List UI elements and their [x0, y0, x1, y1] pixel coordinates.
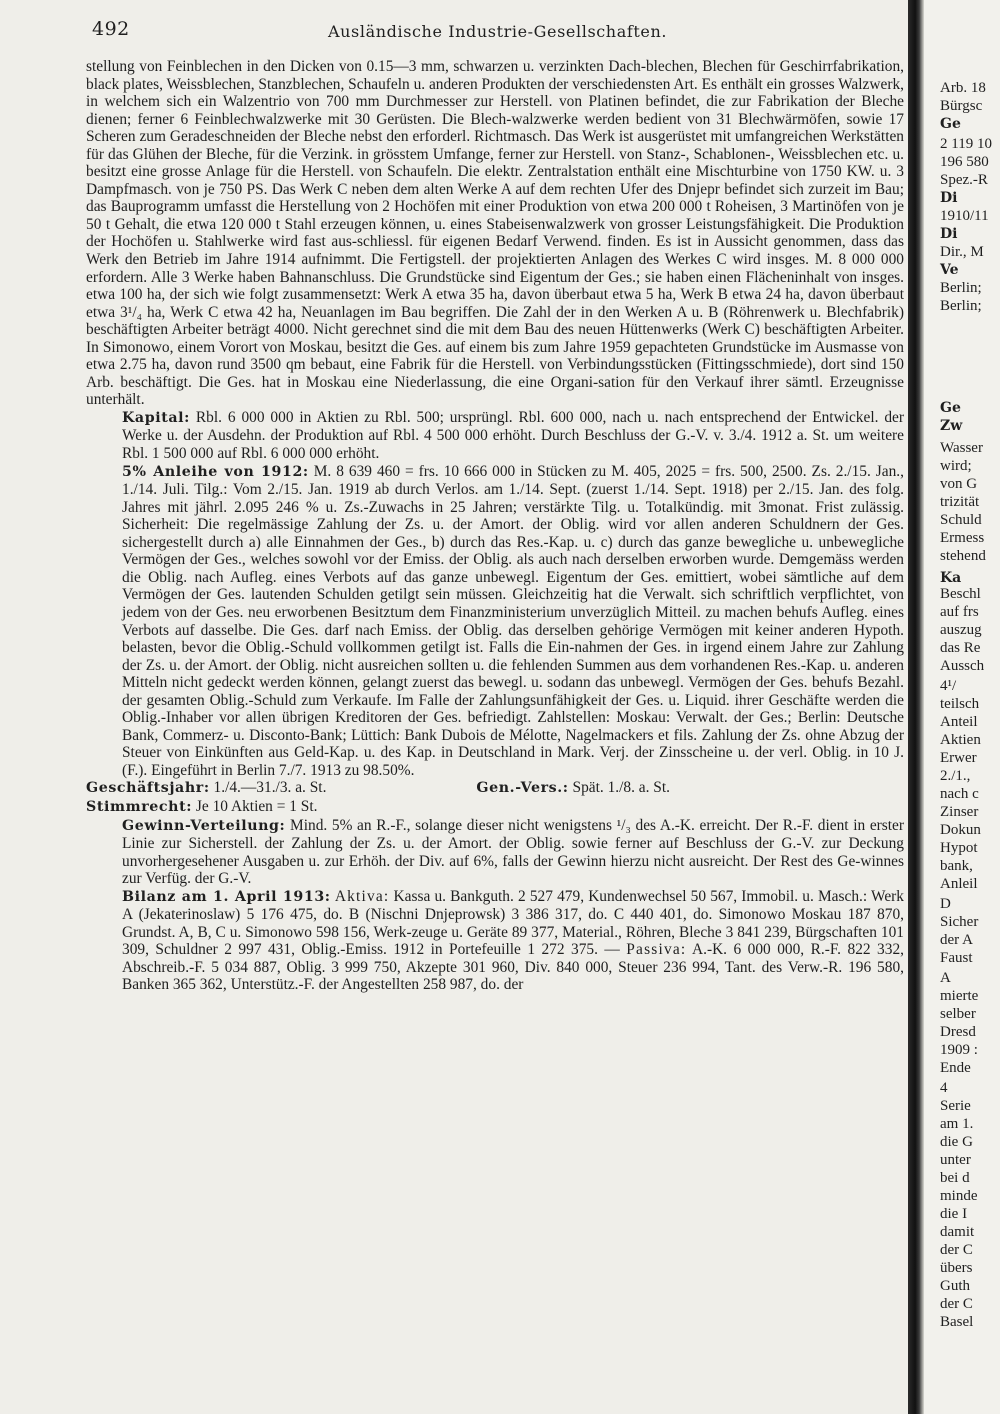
bilanz-section	[86, 888, 904, 994]
neighbor-line-fragment: A	[940, 970, 951, 986]
neighbor-line-fragment: der C	[940, 1296, 973, 1312]
stimmrecht-label: Stimmrecht:	[86, 798, 193, 815]
neighbor-line-fragment: Aussch	[940, 658, 985, 674]
kapital-text: Rbl. 6 000 000 in Aktien zu Rbl. 500; ursprüngl. Rbl. 600 000, nach u. nach entsprechend der Entwickel. der Werke u. der Ausdehn. der Produktion auf Rbl. 4 500 000 erhöht. Durch Beschluss der G.-V. v. 3./4. 1912 a. St. um weitere Rbl. 1 500 000 auf Rbl. 6 000 000 erhöht.	[122, 408, 904, 463]
neighbor-line-fragment: 4	[940, 1080, 948, 1096]
bilanz-label: Bilanz am 1. April 1913:	[122, 888, 331, 905]
neighbor-line-fragment: bank,	[940, 858, 973, 874]
neighbor-line-fragment: auszug	[940, 622, 982, 638]
neighbor-line-fragment: das Re	[940, 640, 981, 656]
kapital-label: Kapital:	[122, 409, 191, 426]
neighbor-line-fragment: selber	[940, 1006, 976, 1022]
neighbor-page-column	[924, 0, 1000, 1414]
aktiva-text: Kassa u. Bankguth. 2 527 479, Kundenwechsel 50 567, Immobil. u. Masch.: Werk A (Jekaterinoslaw) 5 176 475, do. B (Nischni Dnjeprowsk) 3 386 317, do. C 440 401, do. Simonowo Moskau 187 870, Grundst. A, B, C u. Simonowo 598 156, Werk-zeuge u. Geräte 89 377, Material., Röhren, Bleche 3 841 239, Bürgschaften 101 309, Schuldner 2 997 431, Oblig.-Emiss. 1912 in Portefeuille 1 272 375. —	[122, 887, 904, 959]
neighbor-line-fragment: D	[940, 896, 951, 912]
neighbor-line-fragment: Ermess	[940, 530, 985, 546]
kapital-section	[86, 409, 904, 463]
neighbor-line-fragment: Ka	[940, 570, 962, 586]
neighbor-line-fragment: der C	[940, 1242, 973, 1258]
geschaeftsjahr-text: 1./4.—31./3. a. St.	[213, 779, 327, 797]
company-description-paragraph: stellung von Feinblechen in den Dicken von 0.15—3 mm, schwarzen u. verzinkten Dach-blechen, Blechen für Geschirrfabrikation, black plates, Weissblechen, Stanzblechen, Schaufeln u. anderen Produkten der verschiedensten Art. Es enthält ein grosses Walzwerk, in welchem sich ein Walzentrio von 700 mm Durchmesser zur Herstell. von Platinen befindet, die zur Fabrikation der Bleche dienen; ferner 6 Feinblechwalzwerke mit 30 Gerüsten. Die Blech-walzwerke werden bedient von 31 Blechwärmöfen, sowie 17 Scheren zum Geradeschneiden der Bleche nebst den erforderl. Richtmasch. Das Werk ist ausgerüstet mit umfangreichen Werkstätten für das Glühen der Bleche, für die Verzink. in grösstem Umfange, ferner zur Herstell. von Stanz-, Schablonen-, Weissblechen etc. u. besitzt eine grosse Anlage für die Herstell. von Schaufeln. Die elektr. Zentralstation enthält eine Mischturbine von 1750 KW. u. 3 Dampfmasch. von je 750 PS. Das Werk C neben dem alten Werke A auf dem rechten Ufer des Dnjepr befindet sich zurzeit im Bau; das Bauprogramm umfasst die Herstellung von 2 Hochöfen mit einer Produktion von etwa 200 000 t Roheisen, 3 Martinöfen von je 50 t Gehalt, die etwa 120 000 t Stahl erzeugen können, u. eines Stabeisenwalzwerk von grosser Leistungsfähigkeit. Die Produktion der Hochöfen u. Stahlwerke wird fast aus-schliessl. für eigenen Bedarf Verwend. finden. Es ist in Aussicht genommen, dass das Werk den Betrieb im Jahre 1914 aufnimmt. Die Fertigstell. der projektierten Anlagen des Werkes C wird insges. M. 8 000 000 erfordern. Alle 3 Werke haben Bahnanschluss. Die Grundstücke sind Eigentum der Ges.; sie haben einen Flächeninhalt von insges. etwa 100 ha, der sich wie folgt zusammensetzt: Werk A etwa 35 ha, davon überbaut etwa 5 ha, Werk B etwa 24 ha, davon überbaut etwa 3¹/₄ ha, Werk C etwa 42 ha, Neuanlagen im Bau begriffen. Die Zahl der in den Werken A u. B (Röhrenwerk u. Blechfabrik) beschäftigten Arbeiter beträgt 4000. Nicht gerechnet sind die mit dem Bau des neuen Hüttenwerks (Werk C) beschäftigten Arbeiter. In Simonowo, einem Vorort von Moskau, besitzt die Ges. auf einem bis zum Jahre 1959 gepachteten Grundstücke im Ausmasse von etwa 2.75 ha, davon rund 3500 qm bebaut, eine Fabrik für die Herstell. von Verbindungsstücken (Fittingsschmiede), dort sind 150 Arb. beschäftigt. Die Ges. hat in Moskau eine Niederlassung, die eine Organi-sation für den Verkauf ihrer sämtl. Erzeugnisse unterhält.	[86, 58, 904, 409]
stimmrecht-entry	[86, 798, 904, 817]
passiva-text: A.-K. 6 000 000, R.-F. 822 332, Abschreib.-F. 5 034 887, Oblig. 3 999 750, Akzepte 301 960, Div. 840 000, Steuer 236 994, Tant. des Verw.-R. 196 580, Banken 365 362, Unterstütz.-F. der Angestellten 258 987, do. der	[122, 941, 904, 994]
gen-vers-entry	[476, 779, 670, 798]
neighbor-line-fragment: Dir., M	[940, 244, 984, 260]
aktiva-label: Aktiva:	[334, 887, 390, 905]
neighbor-line-fragment: die I	[940, 1206, 968, 1222]
neighbor-line-fragment: mierte	[940, 988, 979, 1004]
running-head: Ausländische Industrie-Gesellschaften.	[328, 22, 668, 41]
neighbor-line-fragment: trizität	[940, 494, 980, 510]
passiva-label: Passiva:	[626, 941, 687, 959]
gen-vers-text: Spät. 1./8. a. St.	[572, 779, 670, 797]
neighbor-line-fragment: Hypot	[940, 840, 978, 856]
neighbor-line-fragment: nach c	[940, 786, 979, 802]
neighbor-line-fragment: teilsch	[940, 696, 980, 712]
geschaeftsjahr-row	[86, 779, 904, 798]
neighbor-line-fragment: damit	[940, 1224, 975, 1240]
neighbor-line-fragment: übers	[940, 1260, 973, 1276]
geschaeftsjahr-label: Geschäftsjahr:	[86, 780, 210, 797]
neighbor-line-fragment: Di	[940, 226, 958, 242]
neighbor-line-fragment: 4¹/	[940, 678, 957, 694]
neighbor-line-fragment: Ge	[940, 116, 961, 132]
neighbor-line-fragment: Berlin;	[940, 280, 982, 296]
neighbor-line-fragment: am 1.	[940, 1116, 974, 1132]
neighbor-line-fragment: Aktien	[940, 732, 981, 748]
page-header	[0, 18, 900, 46]
main-text-column	[86, 58, 904, 994]
anleihe-label: 5% Anleihe von 1912:	[122, 463, 309, 480]
neighbor-line-fragment: von G	[940, 476, 978, 492]
neighbor-line-fragment: Beschl	[940, 586, 981, 602]
neighbor-line-fragment: unter	[940, 1152, 971, 1168]
gen-vers-label: Gen.-Vers.:	[476, 780, 569, 797]
neighbor-line-fragment: Faust	[940, 950, 973, 966]
geschaeftsjahr-entry	[86, 779, 326, 798]
neighbor-line-fragment: bei d	[940, 1170, 970, 1186]
neighbor-line-fragment: wird;	[940, 458, 972, 474]
anleihe-section	[86, 463, 904, 780]
neighbor-line-fragment: Ve	[940, 262, 959, 278]
neighbor-line-fragment: Berlin;	[940, 298, 982, 314]
neighbor-line-fragment: Guth	[940, 1278, 970, 1294]
neighbor-line-fragment: Zinser	[940, 804, 979, 820]
anleihe-text: M. 8 639 460 = frs. 10 666 000 in Stücken zu M. 405, 2025 = frs. 500, 2500. Zs. 2./15. Jan., 1./14. Juli. Tilg.: Vom 2./15. Jan. 1919 ab durch Verlos. am 1./14. Sept. (zuerst 1./14. Sept. 1918) per 2./15. Jan. des folg. Jahres mit jährl. 2.095 246 % u. Zs.-Zuwachs in 25 Jahren; verstärkte Tilg. u. Totalkündig. mit 3monat. Frist zulässig. Sicherheit: Die regelmässige Zahlung der Zs. u. der Amort. der Oblig. wird vor allen anderen Schuldnern der Ges. sichergestellt durch a) alle Einnahmen der Ges., b) durch das Res.-Kap. u. c) durch das ganze bewegliche u. unbewegliche Vermögen der Ges., welches sowohl vor der Emiss. der Oblig. als auch nach derselben erworben wurde. Demgemäss werden die Oblig. nach Aufleg. eines Verbots auf das ganze unbewegl. Eigentum der Ges. emittiert, wobei sämtliche auf dem Vermögen der Ges. lautenden Schulden getilgt sein müssen. Gleichzeitig hat die Verwalt. sich schriftlich verpflichtet, von jedem von der Ges. neu erworbenen Besitztum dem Finanzministerium unverzüglich Mitteil. zu machen behufs Aufleg. eines Verbots auf dasselbe. Die Ges. darf nach Emiss. der Oblig. das derselben gehörige Vermögen mit keiner anderen Hypoth. belasten, bevor die Oblig.-Schuld vollkommen getilgt ist. Falls die Ein-nahmen der Ges. in irgend einem Jahre zur Zahlung der Zs. u. der Amort. der Oblig. nicht ausreichen sollten u. die fehlenden Summen aus dem vorhandenen Res.-Kap. u. anderen Mitteln nicht gedeckt werden können, gelangt zuerst das bewegl. u. sodann das unbewegl. Vermögen der Ges. behufs Bezahl. der gesamten Oblig.-Schuld zum Verkaufe. Im Falle der Zahlungsunfähigkeit der Ges. u. Liquid. ihrer Geschäfte werden die Oblig.-Inhaber vor allen übrigen Kreditoren der Ges. befriedigt. Zahlstellen: Moskau: Verwalt. der Ges.; Berlin: Deutsche Bank, Commerz- u. Disconto-Bank; Lüttich: Bank Dubois de Mélotte, Nagelmackers et fils. Zahlung der Zs. ohne Abzug der Steuer von Einkünften aus Geld-Kap. u. des Kap. in Deutschland in Mark. Verj. der Zinsscheine u. der verl. Oblig. in 10 J. (F.). Eingeführt in Berlin 7./7. 1913 zu 98.50%.	[122, 462, 905, 779]
neighbor-line-fragment: Zw	[940, 418, 963, 434]
neighbor-line-fragment: Sicher	[940, 914, 979, 930]
neighbor-line-fragment: Dresd	[940, 1024, 976, 1040]
neighbor-line-fragment: Schuld	[940, 512, 982, 528]
neighbor-line-fragment: Dokun	[940, 822, 981, 838]
neighbor-line-fragment: 2./1.,	[940, 768, 971, 784]
neighbor-line-fragment: Serie	[940, 1098, 971, 1114]
binding-gutter	[908, 0, 924, 1414]
neighbor-line-fragment: minde	[940, 1188, 978, 1204]
neighbor-line-fragment: Ende	[940, 1060, 971, 1076]
neighbor-line-fragment: auf frs	[940, 604, 979, 620]
neighbor-line-fragment: Anleil	[940, 876, 978, 892]
neighbor-line-fragment: Anteil	[940, 714, 978, 730]
neighbor-line-fragment: Arb. 18	[940, 80, 986, 96]
neighbor-line-fragment: Spez.-R	[940, 172, 988, 188]
neighbor-line-fragment: der A	[940, 932, 973, 948]
neighbor-line-fragment: Ge	[940, 400, 961, 416]
stimmrecht-text: Je 10 Aktien = 1 St.	[195, 797, 318, 815]
neighbor-line-fragment: Erwer	[940, 750, 977, 766]
gewinn-verteilung-section	[86, 817, 904, 888]
neighbor-line-fragment: stehend	[940, 548, 986, 564]
neighbor-line-fragment: Di	[940, 190, 958, 206]
neighbor-line-fragment: 1909 :	[940, 1042, 978, 1058]
neighbor-line-fragment: 196 580	[940, 154, 989, 170]
page-number: 492	[92, 18, 130, 40]
gewinn-verteilung-label: Gewinn-Verteilung:	[122, 817, 286, 834]
gewinn-verteilung-text: Mind. 5% an R.-F., solange dieser nicht wenigstens ¹/₃ des A.-K. erreicht. Der R.-F. dient in erster Linie zur Sicherstell. der Zahlung der Zs. u. der Amort. der Oblig. sowie ferner auf Beschluss der G.-V. zur Deckung unvorhergesehener Ausgaben u. zur Erhöh. der Div. auf 6%, falls der Gewinn hierzu nicht ausreicht. Der Rest des Ge-winnes zur Verfüg. der G.-V.	[122, 816, 904, 888]
neighbor-line-fragment: 1910/11	[940, 208, 989, 224]
neighbor-line-fragment: Bürgsc	[940, 98, 983, 114]
neighbor-line-fragment: Wasser	[940, 440, 983, 456]
neighbor-line-fragment: Basel	[940, 1314, 974, 1330]
neighbor-line-fragment: 2 119 10	[940, 136, 992, 152]
neighbor-line-fragment: die G	[940, 1134, 973, 1150]
